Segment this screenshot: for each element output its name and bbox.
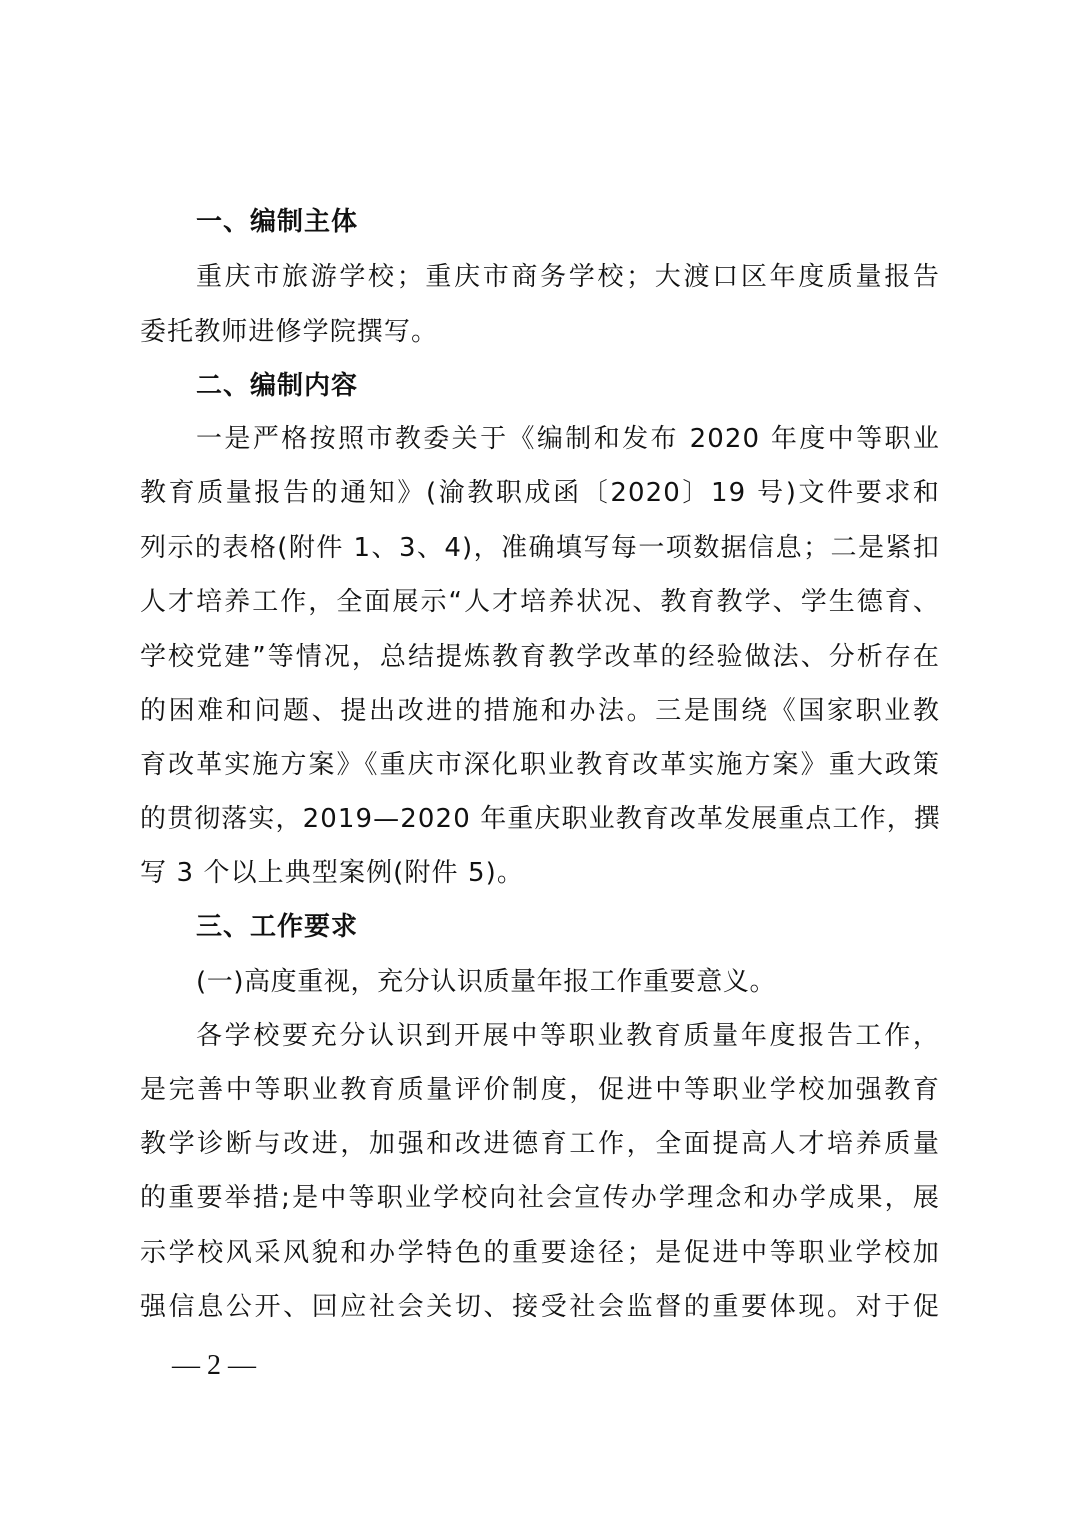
paragraph-line: 是完善中等职业教育质量评价制度，促进中等职业学校加强教育 <box>140 1075 940 1105</box>
subsection-heading: (一)高度重视，充分认识质量年报工作重要意义。 <box>196 967 777 997</box>
page-number: — 2 — <box>172 1350 256 1381</box>
paragraph-line: 写 3 个以上典型案例(附件 5)。 <box>140 858 524 888</box>
paragraph-line: 教学诊断与改进，加强和改进德育工作，全面提高人才培养质量 <box>140 1129 940 1159</box>
paragraph-line: 的重要举措;是中等职业学校向社会宣传办学理念和办学成果，展 <box>140 1183 940 1213</box>
section-heading-3: 三、工作要求 <box>196 912 359 942</box>
paragraph-line: 列示的表格(附件 1、3、4)，准确填写每一项数据信息；二是紧扣 <box>140 533 940 563</box>
paragraph-line: 强信息公开、回应社会关切、接受社会监督的重要体现。对于促 <box>140 1292 940 1322</box>
paragraph-line: 各学校要充分认识到开展中等职业教育质量年度报告工作， <box>196 1021 940 1051</box>
paragraph-line: 一是严格按照市教委关于《编制和发布 2020 年度中等职业 <box>196 424 940 454</box>
paragraph-line: 人才培养工作，全面展示“人才培养状况、教育教学、学生德育、 <box>140 587 940 617</box>
paragraph-line: 的贯彻落实，2019—2020 年重庆职业教育改革发展重点工作，撰 <box>140 804 941 834</box>
paragraph-line: 学校党建”等情况，总结提炼教育教学改革的经验做法、分析存在 <box>140 642 940 672</box>
section-heading-2: 二、编制内容 <box>196 371 359 401</box>
paragraph-line: 委托教师进修学院撰写。 <box>140 317 439 347</box>
section-heading-1: 一、编制主体 <box>196 207 359 237</box>
paragraph-line: 示学校风采风貌和办学特色的重要途径；是促进中等职业学校加 <box>140 1238 940 1268</box>
paragraph-line: 重庆市旅游学校；重庆市商务学校；大渡口区年度质量报告 <box>196 262 940 292</box>
paragraph-line: 教育质量报告的通知》(渝教职成函〔2020〕19 号)文件要求和 <box>140 478 940 508</box>
paragraph-line: 育改革实施方案》《重庆市深化职业教育改革实施方案》重大政策 <box>140 750 940 780</box>
paragraph-line: 的困难和问题、提出改进的措施和办法。三是围绕《国家职业教 <box>140 696 940 726</box>
